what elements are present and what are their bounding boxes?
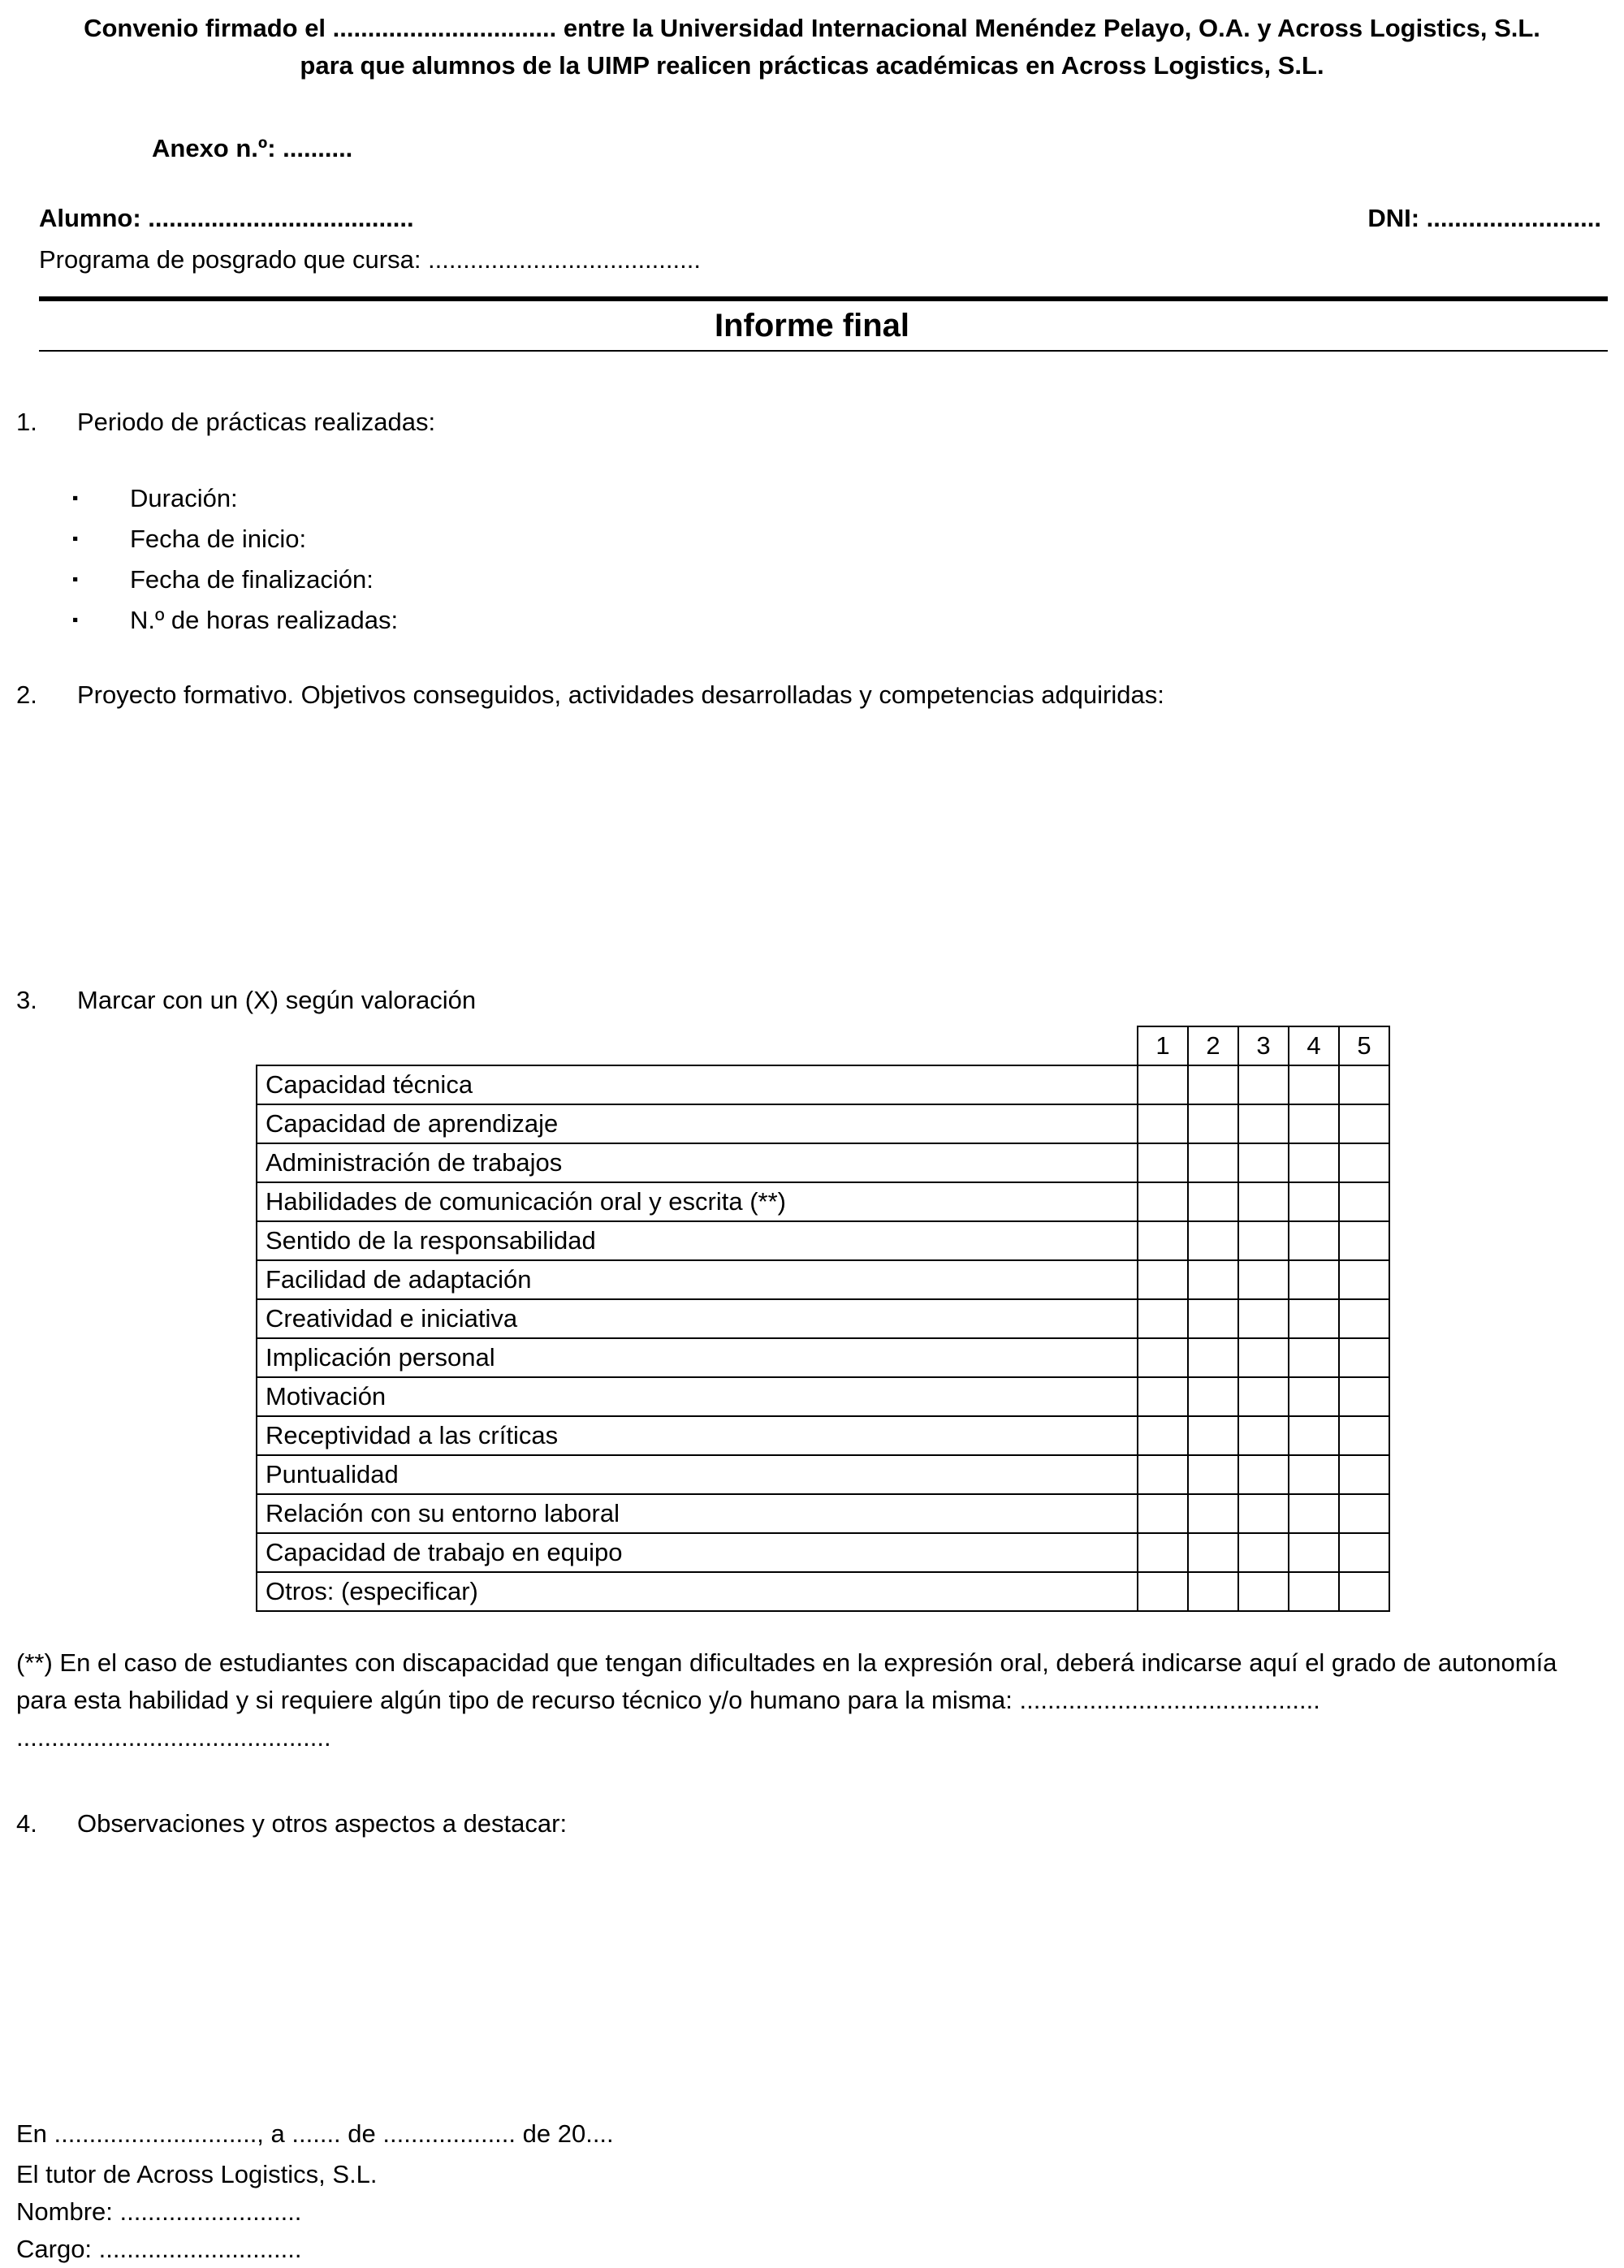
rating-cell[interactable] — [1289, 1455, 1339, 1494]
rating-cell[interactable] — [1138, 1416, 1188, 1455]
criterion-label: Administración de trabajos — [257, 1143, 1138, 1182]
rating-header-cell: 1 — [1138, 1026, 1188, 1065]
bullet-label: Fecha de inicio: — [130, 525, 307, 553]
dni-field: DNI: ......................... — [1367, 204, 1601, 232]
table-row — [257, 1494, 1389, 1533]
rating-cell[interactable] — [1238, 1533, 1289, 1572]
section-4-heading — [16, 1805, 1608, 1842]
rating-cell[interactable] — [1289, 1104, 1339, 1143]
rating-cell[interactable] — [1339, 1065, 1389, 1104]
table-row — [257, 1104, 1389, 1143]
criterion-label: Implicación personal — [257, 1338, 1138, 1377]
section-text: Marcar con un (X) según valoración — [77, 986, 477, 1014]
rating-header-cell: 4 — [1289, 1026, 1339, 1065]
table-row — [257, 1572, 1389, 1611]
section-2-heading — [16, 676, 1608, 714]
rating-cell[interactable] — [1289, 1260, 1339, 1299]
square-bullet-icon: ▪ — [72, 570, 79, 589]
bullet-label: N.º de horas realizadas: — [130, 606, 399, 634]
bullet-label: Fecha de finalización: — [130, 565, 374, 594]
rating-cell[interactable] — [1289, 1572, 1339, 1611]
document-header — [16, 10, 1608, 84]
rating-cell[interactable] — [1188, 1416, 1238, 1455]
rating-cell[interactable] — [1188, 1572, 1238, 1611]
rating-cell[interactable] — [1238, 1416, 1289, 1455]
table-row — [257, 1065, 1389, 1104]
rating-cell[interactable] — [1188, 1494, 1238, 1533]
rating-cell[interactable] — [1138, 1533, 1188, 1572]
section-number: 2. — [16, 680, 37, 709]
rating-cell[interactable] — [1238, 1299, 1289, 1338]
table-row — [257, 1143, 1389, 1182]
rating-cell[interactable] — [1339, 1221, 1389, 1260]
section-number: 3. — [16, 986, 37, 1014]
rating-header-cell: 2 — [1188, 1026, 1238, 1065]
section-1-heading — [16, 404, 1608, 441]
header-spacer — [257, 1026, 1138, 1065]
table-row — [257, 1182, 1389, 1221]
table-row — [257, 1416, 1389, 1455]
rating-cell[interactable] — [1238, 1572, 1289, 1611]
criterion-label: Motivación — [257, 1377, 1138, 1416]
rating-cell[interactable] — [1238, 1221, 1289, 1260]
rating-cell[interactable] — [1339, 1377, 1389, 1416]
rating-cell[interactable] — [1188, 1533, 1238, 1572]
programa-field: Programa de posgrado que cursa: ....................................... — [39, 245, 701, 274]
section-number: 4. — [16, 1809, 37, 1838]
rating-cell[interactable] — [1188, 1221, 1238, 1260]
rating-header-row — [257, 1026, 1389, 1065]
rating-cell[interactable] — [1289, 1416, 1339, 1455]
footnote: (**) En el caso de estudiantes con discapacidad que tengan dificultades en la expresión oral, deberá indicarse aquí el grado de autonomía para esta habilidad y si requiere algún tipo de recurso técnico y/o humano para la misma: ........................................... ............................................. — [16, 1648, 1557, 1752]
rating-cell[interactable] — [1138, 1260, 1188, 1299]
rating-cell[interactable] — [1238, 1104, 1289, 1143]
rating-cell[interactable] — [1188, 1182, 1238, 1221]
list-item — [72, 478, 1608, 519]
criterion-label: Puntualidad — [257, 1455, 1138, 1494]
criterion-label: Relación con su entorno laboral — [257, 1494, 1138, 1533]
rating-header-cell: 5 — [1339, 1026, 1389, 1065]
rating-cell[interactable] — [1289, 1299, 1339, 1338]
rating-cell[interactable] — [1238, 1494, 1289, 1533]
header-line-1: Convenio firmado el ................................ entre la Universidad Internacional Menéndez Pelayo, O.A. y Across Logistics, S.L. — [84, 14, 1540, 42]
section-number: 1. — [16, 408, 37, 436]
rating-cell[interactable] — [1138, 1338, 1188, 1377]
square-bullet-icon: ▪ — [72, 611, 79, 629]
rating-cell[interactable] — [1238, 1065, 1289, 1104]
rating-cell[interactable] — [1339, 1104, 1389, 1143]
rating-cell[interactable] — [1339, 1572, 1389, 1611]
rating-cell[interactable] — [1138, 1182, 1188, 1221]
table-row — [257, 1221, 1389, 1260]
rating-cell[interactable] — [1289, 1182, 1339, 1221]
list-item — [72, 600, 1608, 641]
criterion-label: Facilidad de adaptación — [257, 1260, 1138, 1299]
criterion-label: Receptividad a las críticas — [257, 1416, 1138, 1455]
section-text: Periodo de prácticas realizadas: — [77, 408, 436, 436]
rating-cell[interactable] — [1138, 1494, 1188, 1533]
criterion-label: Sentido de la responsabilidad — [257, 1221, 1138, 1260]
criterion-label: Otros: (especificar) — [257, 1572, 1138, 1611]
rating-cell[interactable] — [1289, 1065, 1339, 1104]
rating-cell[interactable] — [1289, 1494, 1339, 1533]
rating-cell[interactable] — [1238, 1143, 1289, 1182]
list-item — [72, 559, 1608, 600]
rating-cell[interactable] — [1339, 1299, 1389, 1338]
date-line: En ............................., a ....... de ................... de 20.... — [16, 2119, 614, 2148]
table-row — [257, 1338, 1389, 1377]
rating-cell[interactable] — [1238, 1377, 1289, 1416]
rating-cell[interactable] — [1188, 1260, 1238, 1299]
rating-cell[interactable] — [1339, 1260, 1389, 1299]
section-3-heading — [16, 982, 1608, 1019]
rating-cell[interactable] — [1339, 1182, 1389, 1221]
square-bullet-icon: ▪ — [72, 489, 79, 508]
rating-cell[interactable] — [1289, 1377, 1339, 1416]
rating-cell[interactable] — [1188, 1104, 1238, 1143]
anexo-line: Anexo n.º: .......... — [152, 134, 353, 162]
bullet-label: Duración: — [130, 484, 238, 512]
rating-cell[interactable] — [1188, 1377, 1238, 1416]
table-row — [257, 1377, 1389, 1416]
rating-cell[interactable] — [1138, 1065, 1188, 1104]
rating-cell[interactable] — [1188, 1338, 1238, 1377]
rating-cell[interactable] — [1188, 1065, 1238, 1104]
table-row — [257, 1299, 1389, 1338]
rating-cell[interactable] — [1238, 1260, 1289, 1299]
rating-cell[interactable] — [1289, 1533, 1339, 1572]
rating-cell[interactable] — [1339, 1143, 1389, 1182]
rating-cell[interactable] — [1289, 1143, 1339, 1182]
tutor-name-field: Nombre: .......................... — [16, 2197, 302, 2226]
divider-thick — [39, 296, 1608, 301]
rating-cell[interactable] — [1339, 1533, 1389, 1572]
header-line-2: para que alumnos de la UIMP realicen prácticas académicas en Across Logistics, S.L. — [300, 51, 1324, 80]
criterion-label: Capacidad de aprendizaje — [257, 1104, 1138, 1143]
rating-cell[interactable] — [1289, 1221, 1339, 1260]
table-row — [257, 1455, 1389, 1494]
section-text: Proyecto formativo. Objetivos conseguidos, actividades desarrolladas y competencias adquiridas: — [77, 680, 1164, 709]
rating-cell[interactable] — [1339, 1338, 1389, 1377]
tutor-role-field: Cargo: ............................. — [16, 2235, 302, 2263]
signature-block — [16, 2156, 1608, 2268]
rating-cell[interactable] — [1339, 1416, 1389, 1455]
rating-cell[interactable] — [1339, 1494, 1389, 1533]
rating-cell[interactable] — [1138, 1572, 1188, 1611]
rating-cell[interactable] — [1138, 1455, 1188, 1494]
rating-cell[interactable] — [1138, 1104, 1188, 1143]
rating-cell[interactable] — [1138, 1221, 1188, 1260]
rating-cell[interactable] — [1138, 1299, 1188, 1338]
page-title: Informe final — [714, 308, 910, 343]
table-row — [257, 1260, 1389, 1299]
alumno-field: Alumno: ...................................... — [39, 204, 414, 232]
rating-cell[interactable] — [1188, 1299, 1238, 1338]
rating-cell[interactable] — [1188, 1455, 1238, 1494]
square-bullet-icon: ▪ — [72, 529, 79, 548]
criterion-label: Creatividad e iniciativa — [257, 1299, 1138, 1338]
student-row — [39, 200, 1608, 237]
rating-cell[interactable] — [1339, 1455, 1389, 1494]
rating-header-cell: 3 — [1238, 1026, 1289, 1065]
criterion-label: Habilidades de comunicación oral y escrita (**) — [257, 1182, 1138, 1221]
rating-cell[interactable] — [1138, 1377, 1188, 1416]
rating-cell[interactable] — [1188, 1143, 1238, 1182]
rating-cell[interactable] — [1238, 1182, 1289, 1221]
divider-thin — [39, 350, 1608, 352]
table-row — [257, 1533, 1389, 1572]
rating-cell[interactable] — [1289, 1338, 1339, 1377]
criterion-label: Capacidad de trabajo en equipo — [257, 1533, 1138, 1572]
rating-cell[interactable] — [1238, 1338, 1289, 1377]
rating-table — [256, 1026, 1390, 1612]
section-text: Observaciones y otros aspectos a destacar: — [77, 1809, 568, 1838]
list-item — [72, 519, 1608, 559]
criterion-label: Capacidad técnica — [257, 1065, 1138, 1104]
section-1-bullets — [16, 478, 1608, 641]
rating-cell[interactable] — [1238, 1455, 1289, 1494]
rating-cell[interactable] — [1138, 1143, 1188, 1182]
tutor-line: El tutor de Across Logistics, S.L. — [16, 2160, 378, 2188]
